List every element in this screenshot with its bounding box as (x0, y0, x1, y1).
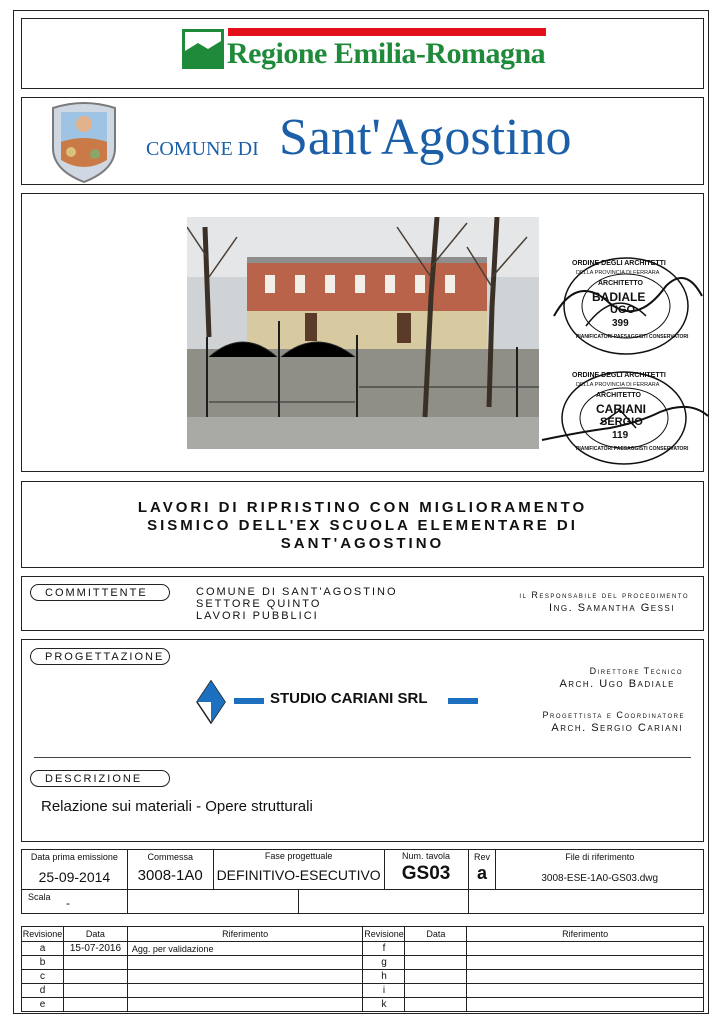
region-logo (182, 29, 224, 69)
comune-prefix: COMUNE DI (146, 138, 259, 160)
stamp-2-footer: PIANIFICATORI PAESAGGISTI CONSERVATORI (576, 446, 689, 452)
info-value-commessa: 3008-1A0 (137, 867, 203, 884)
revision-row (22, 956, 704, 970)
info-value-rev: a (476, 863, 487, 883)
progettista-label: Progettista e Coordinatore (542, 710, 685, 720)
revision-cell (127, 998, 363, 1012)
revision-cell: k (363, 998, 405, 1012)
info-value-file: 3008-ESE-1A0-GS03.dwg (541, 873, 659, 884)
committente-line-3: LAVORI PUBBLICI (196, 610, 319, 622)
info-cell-data (22, 850, 128, 890)
stamp-1-footer: PIANIFICATORI PAESAGGISTI CONSERVATORI (576, 334, 689, 340)
info-header-data: Data prima emissione (30, 852, 118, 862)
project-title-section (21, 481, 704, 568)
progettista-name: Arch. Sergio Cariani (551, 722, 683, 734)
stamp-2-role: ARCHITETTO (596, 392, 641, 399)
region-header (21, 18, 704, 89)
info-cell-empty-1 (127, 890, 298, 914)
responsabile-name: Ing. Samantha Gessi (549, 602, 675, 614)
municipal-coat-of-arms (47, 100, 121, 184)
studio-name: STUDIO CARIANI SRL (270, 690, 428, 707)
stamp-1-order: ORDINE DEGLI ARCHITETTI (572, 260, 666, 267)
info-cell-scala (22, 890, 128, 914)
revision-header-cell: Data (405, 927, 467, 942)
committente-section (21, 576, 704, 631)
region-red-bar (228, 28, 546, 36)
stamp-2-number: 119 (612, 430, 629, 441)
comune-name: Sant'Agostino (279, 109, 572, 166)
revision-cell: d (22, 984, 64, 998)
info-value-fase: DEFINITIVO-ESECUTIVO (216, 867, 381, 883)
studio-bar-right (448, 698, 478, 704)
revision-cell (63, 984, 127, 998)
revision-header-cell: Riferimento (467, 927, 704, 942)
revision-cell (467, 970, 704, 984)
revision-cell (405, 984, 467, 998)
info-header-commessa: Commessa (147, 852, 193, 862)
revision-header-cell: Data (63, 927, 127, 942)
info-header-scala: Scala (28, 892, 51, 902)
revision-header-row (22, 927, 704, 942)
descrizione-label: DESCRIZIONE (30, 770, 170, 787)
revision-cell: 15-07-2016 (63, 942, 127, 956)
info-cell-rev (468, 850, 496, 890)
revision-cell (405, 942, 467, 956)
info-value-data: 25-09-2014 (38, 869, 111, 885)
revision-cell: b (22, 956, 64, 970)
responsabile-label: il Responsabile del procedimento (519, 590, 689, 600)
revision-header-cell: Revisione (22, 927, 64, 942)
stamp-2-order: ORDINE DEGLI ARCHITETTI (572, 372, 666, 379)
revision-cell (467, 956, 704, 970)
committente-label: COMMITTENTE (30, 584, 170, 601)
info-cell-empty-2 (298, 890, 468, 914)
revision-cell (63, 970, 127, 984)
info-cell-empty-3 (468, 890, 704, 914)
project-title-line-2: SISMICO DELL'EX SCUOLA ELEMENTARE DI (147, 517, 578, 534)
direttore-label: Direttore Tecnico (589, 666, 683, 676)
revision-cell (127, 956, 363, 970)
photo-section (21, 193, 704, 472)
architect-stamp-1 (546, 256, 706, 356)
info-cell-tavola (384, 850, 468, 890)
info-header-tavola: Num. tavola (402, 851, 451, 861)
revision-header-cell: Revisione (363, 927, 405, 942)
info-value-tavola: GS03 (401, 863, 451, 884)
revision-cell (467, 998, 704, 1012)
committente-line-2: SETTORE QUINTO (196, 598, 322, 610)
revision-cell: e (22, 998, 64, 1012)
project-title-line-3: SANT'AGOSTINO (280, 535, 445, 552)
info-header-fase: Fase progettuale (264, 851, 333, 861)
revision-cell (467, 942, 704, 956)
revision-row (22, 942, 704, 956)
revision-cell: h (363, 970, 405, 984)
revision-cell (127, 984, 363, 998)
revision-row (22, 998, 704, 1012)
info-header-file: File di riferimento (565, 852, 635, 862)
info-cell-fase (213, 850, 384, 890)
stamp-1-province: DELLA PROVINCIA DI FERRARA (576, 270, 660, 276)
committente-line-1: COMUNE DI SANT'AGOSTINO (196, 586, 398, 598)
studio-logo-icon (196, 680, 226, 724)
stamp-1-name: UGO (610, 304, 636, 316)
revision-cell (405, 956, 467, 970)
stamp-1-role: ARCHITETTO (598, 280, 643, 287)
progettazione-label: PROGETTAZIONE (30, 648, 170, 665)
revision-table (21, 926, 704, 1012)
revision-row (22, 984, 704, 998)
revision-cell (467, 984, 704, 998)
revision-cell: i (363, 984, 405, 998)
revision-cell: f (363, 942, 405, 956)
building-photo (187, 217, 539, 449)
stamp-2-name: SERGIO (600, 416, 643, 428)
stamp-2-surname: CARIANI (596, 402, 646, 416)
architect-stamp-2 (540, 370, 710, 470)
divider (34, 757, 691, 758)
project-title-line-1: LAVORI DI RIPRISTINO CON MIGLIORAMENTO (137, 499, 588, 516)
revision-cell (405, 998, 467, 1012)
descrizione-text: Relazione sui materiali - Opere strutturali (41, 798, 313, 815)
comune-header (21, 97, 704, 185)
revision-header-cell: Riferimento (127, 927, 363, 942)
stamp-1-surname: BADIALE (592, 290, 646, 304)
studio-bar-left (234, 698, 264, 704)
info-header-rev: Rev (473, 852, 490, 862)
revision-cell: g (363, 956, 405, 970)
region-name: Regione Emilia-Romagna (227, 37, 546, 70)
revision-cell: Agg. per validazione (127, 942, 363, 956)
stamp-1-number: 399 (612, 318, 629, 329)
revision-cell (63, 998, 127, 1012)
info-cell-commessa (127, 850, 213, 890)
direttore-name: Arch. Ugo Badiale (559, 678, 675, 690)
revision-cell: c (22, 970, 64, 984)
revision-row (22, 970, 704, 984)
progettazione-section (21, 639, 704, 842)
info-cell-file (496, 850, 704, 890)
revision-cell (127, 970, 363, 984)
stamp-2-province: DELLA PROVINCIA DI FERRARA (576, 382, 660, 388)
revision-cell: a (22, 942, 64, 956)
info-table (21, 849, 704, 914)
revision-cell (63, 956, 127, 970)
revision-cell (405, 970, 467, 984)
info-value-scala: - (66, 896, 70, 910)
